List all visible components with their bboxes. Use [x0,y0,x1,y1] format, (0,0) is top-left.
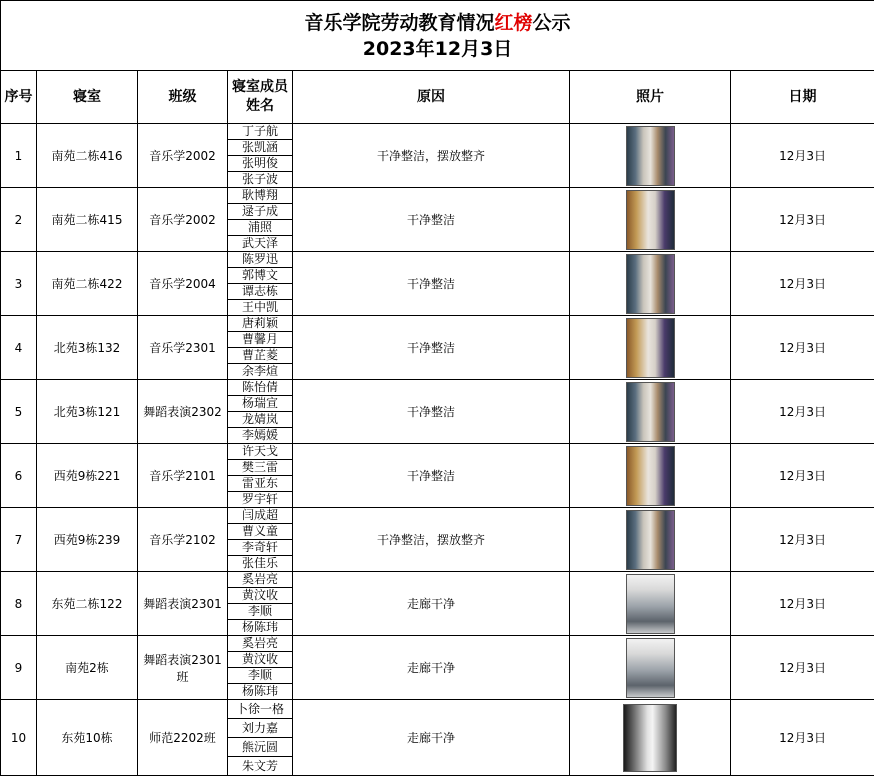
class-name: 音乐学2101 [138,467,227,484]
table-row [1,636,874,652]
header-room: 寝室 [37,71,138,124]
row-date: 12月3日 [731,572,874,636]
row-index: 9 [1,636,37,700]
member-name: 朱文芳 [228,757,293,776]
row-date: 12月3日 [731,700,874,776]
row-photo [570,700,731,776]
row-index: 4 [1,316,37,380]
row-class [138,508,228,572]
member-name: 闫成超 [228,508,293,524]
header-reason: 原因 [293,71,570,124]
member-name: 杨瑞宣 [228,396,293,412]
table-row [1,380,874,396]
dorm-room-photo[interactable] [626,126,675,186]
row-index: 6 [1,444,37,508]
row-date: 12月3日 [731,252,874,316]
row-reason: 干净整洁，摆放整齐 [293,124,570,188]
table-row [1,124,874,140]
class-name: 舞蹈表演2302 [138,403,227,420]
member-name: 熊沅圆 [228,738,293,757]
row-date: 12月3日 [731,444,874,508]
member-name: 武天泽 [228,236,293,252]
table-title [1,1,874,71]
hallway-photo[interactable] [623,704,677,772]
hallway-photo[interactable] [626,638,675,698]
member-name: 樊三雷 [228,460,293,476]
class-name: 音乐学2102 [138,531,227,548]
dorm-room-photo[interactable] [626,382,675,442]
row-index: 10 [1,700,37,776]
row-room: 南苑二栋415 [37,188,138,252]
member-name: 杨陈玮 [228,684,293,700]
row-date: 12月3日 [731,124,874,188]
row-room: 南苑二栋416 [37,124,138,188]
row-date: 12月3日 [731,316,874,380]
member-name: 陈怡倩 [228,380,293,396]
member-name: 许天戈 [228,444,293,460]
title-prefix: 音乐学院劳动教育情况 [305,12,495,34]
title-highlight: 红榜 [495,12,533,34]
member-name: 张凯涵 [228,140,293,156]
class-name: 舞蹈表演2301 [138,595,227,612]
row-reason: 干净整洁 [293,252,570,316]
dorm-room-photo[interactable] [626,446,675,506]
member-name: 耿博翔 [228,188,293,204]
header-row [1,71,874,124]
table-row [1,572,874,588]
member-name: 龙婧岚 [228,412,293,428]
title-line-1 [1,10,874,36]
class-name: 舞蹈表演2301 [138,651,227,668]
member-name: 张明俊 [228,156,293,172]
row-room: 南苑2栋 [37,636,138,700]
member-name: 罗宇轩 [228,492,293,508]
row-date: 12月3日 [731,508,874,572]
member-name: 曹芷菱 [228,348,293,364]
member-name: 郭博文 [228,268,293,284]
class-name: 音乐学2004 [138,275,227,292]
header-members [228,71,293,124]
row-reason: 干净整洁，摆放整齐 [293,508,570,572]
row-photo [570,316,731,380]
table-row [1,508,874,524]
member-name: 逯子成 [228,204,293,220]
header-members-line1: 寝室成员 [228,78,292,97]
dorm-room-photo[interactable] [626,190,675,250]
dorm-room-photo[interactable] [626,318,675,378]
header-photo: 照片 [570,71,731,124]
member-name: 陈罗迅 [228,252,293,268]
member-name: 浦照 [228,220,293,236]
row-index: 1 [1,124,37,188]
row-room: 南苑二栋422 [37,252,138,316]
dorm-room-photo[interactable] [626,510,675,570]
title-suffix: 公示 [533,12,571,34]
row-date: 12月3日 [731,380,874,444]
member-name: 卜徐一格 [228,700,293,719]
header-class: 班级 [138,71,228,124]
row-reason: 走廊干净 [293,700,570,776]
row-room: 北苑3栋121 [37,380,138,444]
title-date: 2023年12月3日 [1,36,874,62]
class-name-line2: 班 [138,668,227,685]
row-photo [570,252,731,316]
table-row [1,316,874,332]
table-row [1,188,874,204]
row-class [138,188,228,252]
member-name: 黄汶收 [228,588,293,604]
row-index: 8 [1,572,37,636]
table-row [1,444,874,460]
member-name: 雷亚东 [228,476,293,492]
member-name: 奚岩亮 [228,572,293,588]
row-reason: 走廊干净 [293,636,570,700]
header-date: 日期 [731,71,874,124]
row-photo [570,572,731,636]
member-name: 李顺 [228,668,293,684]
member-name: 唐莉颖 [228,316,293,332]
table-row [1,700,874,719]
row-room: 东苑10栋 [37,700,138,776]
row-index: 5 [1,380,37,444]
row-room: 东苑二栋122 [37,572,138,636]
row-photo [570,380,731,444]
member-name: 余李煊 [228,364,293,380]
row-index: 3 [1,252,37,316]
row-class [138,444,228,508]
table-row [1,252,874,268]
row-room: 北苑3栋132 [37,316,138,380]
row-photo [570,188,731,252]
row-class [138,700,228,776]
row-reason: 干净整洁 [293,188,570,252]
row-photo [570,124,731,188]
class-name: 音乐学2002 [138,147,227,164]
row-photo [570,636,731,700]
row-index: 7 [1,508,37,572]
member-name: 张佳乐 [228,556,293,572]
row-photo [570,444,731,508]
member-name: 杨陈玮 [228,620,293,636]
member-name: 奚岩亮 [228,636,293,652]
class-name: 师范2202班 [138,729,227,746]
row-date: 12月3日 [731,636,874,700]
member-name: 曹义童 [228,524,293,540]
member-name: 谭志栋 [228,284,293,300]
row-reason: 走廊干净 [293,572,570,636]
header-index: 序号 [1,71,37,124]
row-photo [570,508,731,572]
member-name: 曹馨月 [228,332,293,348]
row-index: 2 [1,188,37,252]
row-class [138,316,228,380]
row-class [138,380,228,444]
dorm-room-photo[interactable] [626,254,675,314]
row-room: 西苑9栋239 [37,508,138,572]
row-room: 西苑9栋221 [37,444,138,508]
hallway-photo[interactable] [626,574,675,634]
member-name: 黄汶收 [228,652,293,668]
member-name: 刘力嘉 [228,719,293,738]
member-name: 王中凯 [228,300,293,316]
row-reason: 干净整洁 [293,444,570,508]
row-reason: 干净整洁 [293,316,570,380]
row-class [138,636,228,700]
row-class [138,124,228,188]
row-class [138,252,228,316]
class-name: 音乐学2301 [138,339,227,356]
member-name: 李嫣媛 [228,428,293,444]
member-name: 张子波 [228,172,293,188]
class-name: 音乐学2002 [138,211,227,228]
member-name: 丁子航 [228,124,293,140]
row-class [138,572,228,636]
row-date: 12月3日 [731,188,874,252]
member-name: 李奇轩 [228,540,293,556]
member-name: 李顺 [228,604,293,620]
row-reason: 干净整洁 [293,380,570,444]
header-members-line2: 姓名 [228,97,292,116]
